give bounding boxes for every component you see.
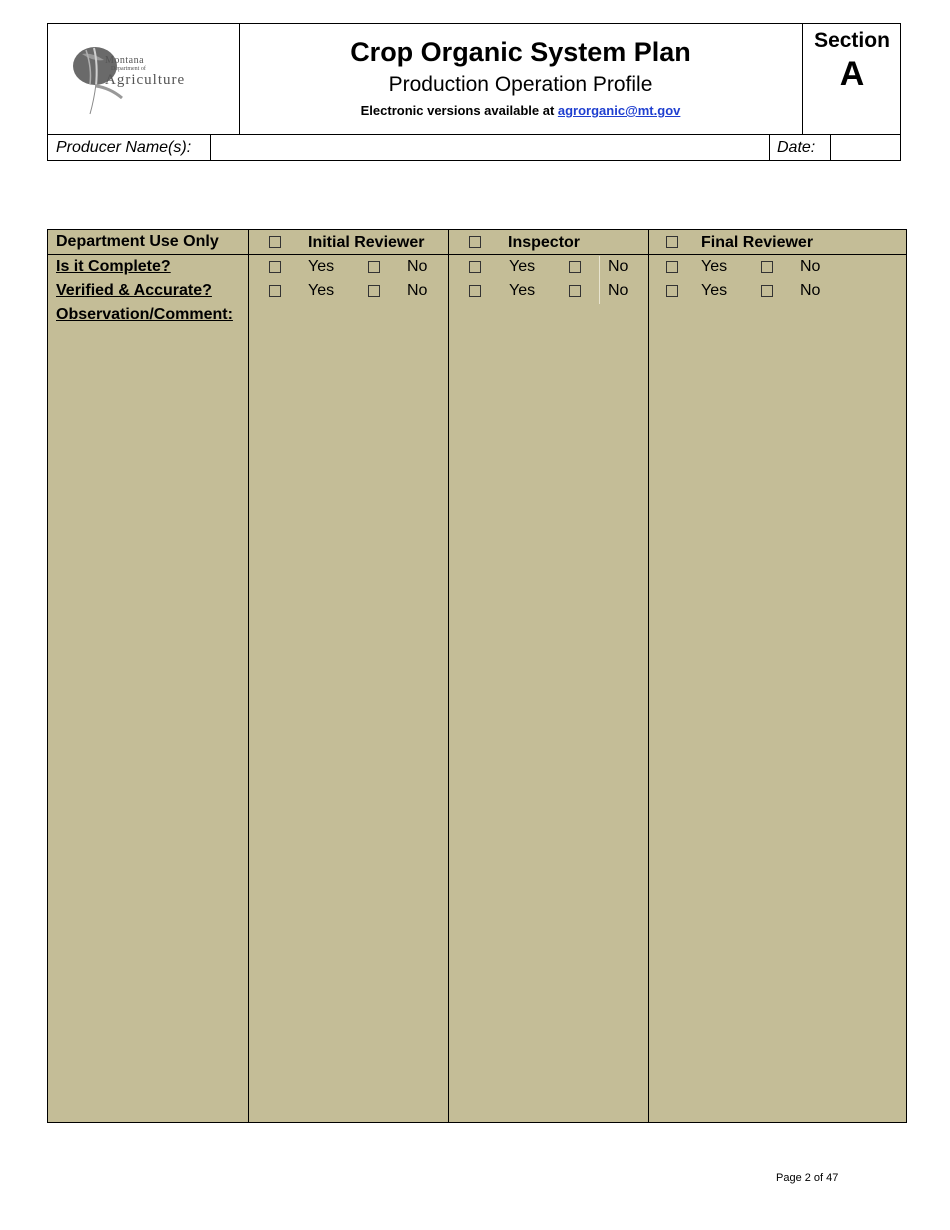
final-reviewer-label: Final Reviewer [701, 234, 814, 251]
final-reviewer-checkbox[interactable] [666, 236, 678, 248]
yes-label: Yes [701, 282, 728, 299]
no-label: No [608, 258, 629, 275]
observation-comment-label: Observation/Comment: [56, 306, 233, 323]
no-label: No [407, 258, 428, 275]
form-subtitle: Production Operation Profile [388, 73, 653, 96]
section-label: Section [814, 29, 890, 52]
yes-label: Yes [701, 258, 728, 275]
column-divider [248, 230, 249, 1122]
section-cell [802, 24, 901, 134]
producer-name-field[interactable] [210, 135, 770, 160]
final-complete-no-checkbox[interactable] [761, 261, 773, 273]
inspector-complete-yes-checkbox[interactable] [469, 261, 481, 273]
header-divider [48, 254, 906, 255]
logo-line3: Agriculture [105, 72, 186, 88]
logo-cell [48, 24, 240, 134]
page-number: Page 2 of 47 [776, 1172, 839, 1184]
department-use-table [47, 229, 907, 1123]
column-divider [448, 230, 449, 1122]
no-label: No [800, 282, 821, 299]
initial-reviewer-label: Initial Reviewer [308, 234, 425, 251]
yes-label: Yes [308, 282, 335, 299]
verified-accurate-label: Verified & Accurate? [56, 282, 212, 299]
initial-complete-no-checkbox[interactable] [368, 261, 380, 273]
electronic-prefix: Electronic versions available at [360, 103, 558, 118]
inspector-checkbox[interactable] [469, 236, 481, 248]
is-complete-label: Is it Complete? [56, 258, 171, 275]
final-verified-no-checkbox[interactable] [761, 285, 773, 297]
final-verified-yes-checkbox[interactable] [666, 285, 678, 297]
title-cell [239, 24, 802, 134]
initial-verified-yes-checkbox[interactable] [269, 285, 281, 297]
logo-line2: Department of [111, 66, 146, 72]
logo-text [105, 56, 185, 88]
form-title: Crop Organic System Plan [350, 37, 691, 67]
yes-label: Yes [308, 258, 335, 275]
no-label: No [407, 282, 428, 299]
initial-complete-yes-checkbox[interactable] [269, 261, 281, 273]
inspector-verified-yes-checkbox[interactable] [469, 285, 481, 297]
department-use-label: Department Use Only [56, 233, 219, 250]
yes-label: Yes [509, 258, 536, 275]
initial-reviewer-checkbox[interactable] [269, 236, 281, 248]
column-divider [648, 230, 649, 1122]
electronic-versions-note [239, 103, 802, 118]
section-letter: A [839, 55, 865, 93]
final-complete-yes-checkbox[interactable] [666, 261, 678, 273]
no-label: No [608, 282, 629, 299]
date-label: Date: [777, 139, 816, 156]
producer-name-label: Producer Name(s): [56, 139, 192, 156]
date-field[interactable] [830, 135, 901, 160]
logo-line1: Montana [105, 55, 145, 66]
email-link[interactable]: agrorganic@mt.gov [557, 103, 681, 118]
form-header [47, 23, 901, 135]
no-label: No [800, 258, 821, 275]
initial-verified-no-checkbox[interactable] [368, 285, 380, 297]
producer-row [47, 135, 901, 161]
inspector-verified-no-checkbox[interactable] [569, 285, 581, 297]
inspector-complete-no-checkbox[interactable] [569, 261, 581, 273]
yes-label: Yes [509, 282, 536, 299]
cell-divider [599, 256, 600, 304]
inspector-label: Inspector [508, 234, 581, 251]
